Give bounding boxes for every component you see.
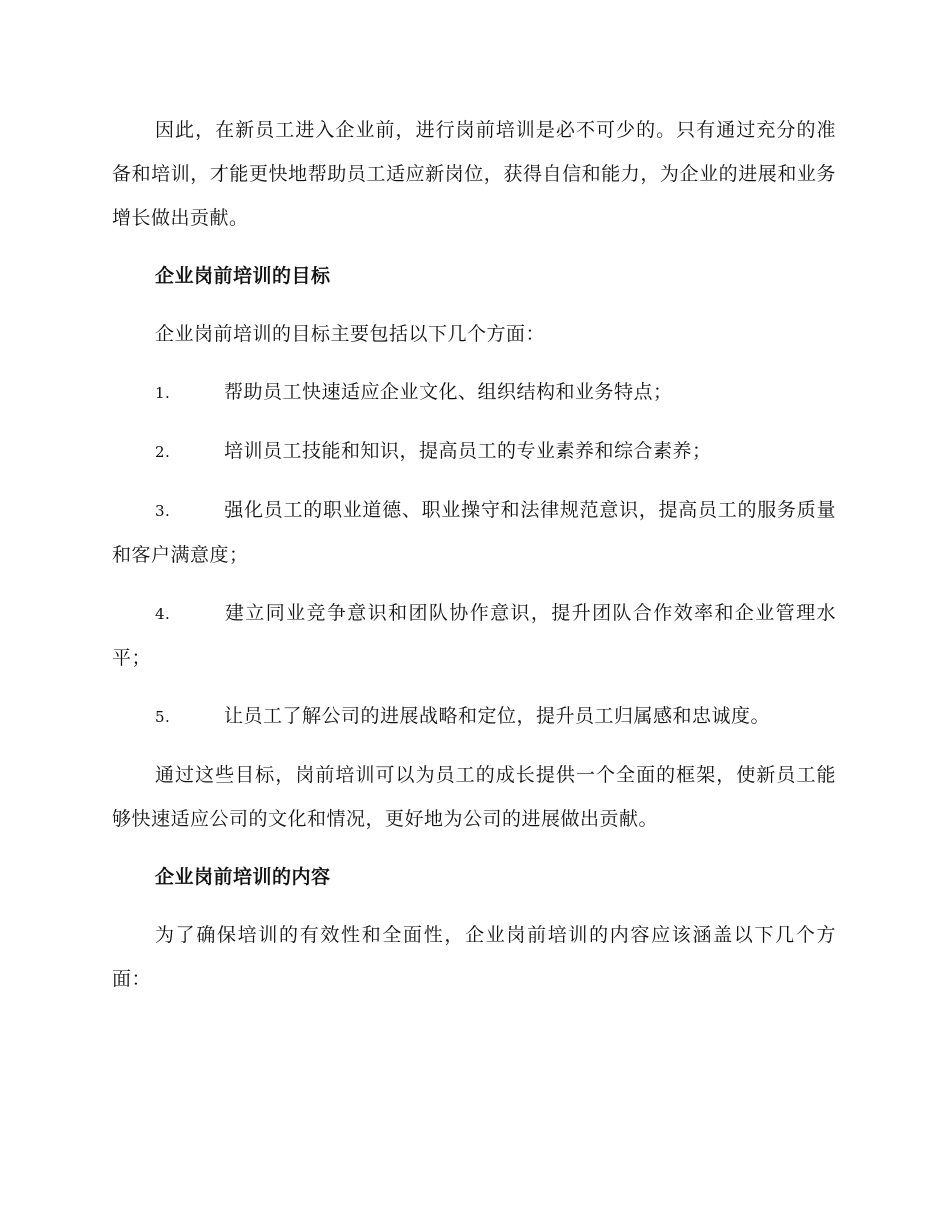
list-item-text: 让员工了解公司的进展战略和定位，提升员工归属感和忠诚度。 <box>224 705 771 727</box>
goals-lead-paragraph: 企业岗前培训的目标主要包括以下几个方面： <box>155 323 546 345</box>
list-item-text: 建立同业竞争意识和团队协作意识，提升团队合作效率和企业管理水平； <box>112 602 836 669</box>
intro-paragraph: 因此，在新员工进入企业前，进行岗前培训是必不可少的。只有通过充分的准备和培训，才能更快地帮助员工适应新岗位，获得自信和能力，为企业的进展和业务增长做出贡献。 <box>112 119 836 229</box>
list-item-number: 1. <box>155 384 171 402</box>
goal-list-item <box>112 488 836 577</box>
list-item-number: 3. <box>155 502 171 520</box>
content-lead-paragraph: 为了确保培训的有效性和全面性，企业岗前培训的内容应该涵盖以下几个方面： <box>112 924 836 990</box>
list-item-text: 培训员工技能和知识，提高员工的专业素养和综合素养； <box>224 440 712 462</box>
goal-list-item <box>112 591 836 680</box>
content-heading: 企业岗前培训的内容 <box>155 866 331 888</box>
list-item-number: 5. <box>155 708 171 726</box>
goals-summary-paragraph: 通过这些目标，岗前培训可以为员工的成长提供一个全面的框架，使新员工能够快速适应公司的文化和情况，更好地为公司的进展做出贡献。 <box>112 764 836 830</box>
goals-heading: 企业岗前培训的目标 <box>155 265 331 287</box>
goal-list-item <box>112 370 836 415</box>
goal-list-item <box>112 694 836 739</box>
document-body <box>112 108 836 1001</box>
list-item-text: 帮助员工快速适应企业文化、组织结构和业务特点； <box>224 381 673 403</box>
list-item-number: 2. <box>155 443 171 461</box>
list-item-text: 强化员工的职业道德、职业操守和法律规范意识，提高员工的服务质量和客户满意度； <box>112 499 836 566</box>
list-item-number: 4. <box>155 605 171 623</box>
goal-list-item <box>112 429 836 474</box>
